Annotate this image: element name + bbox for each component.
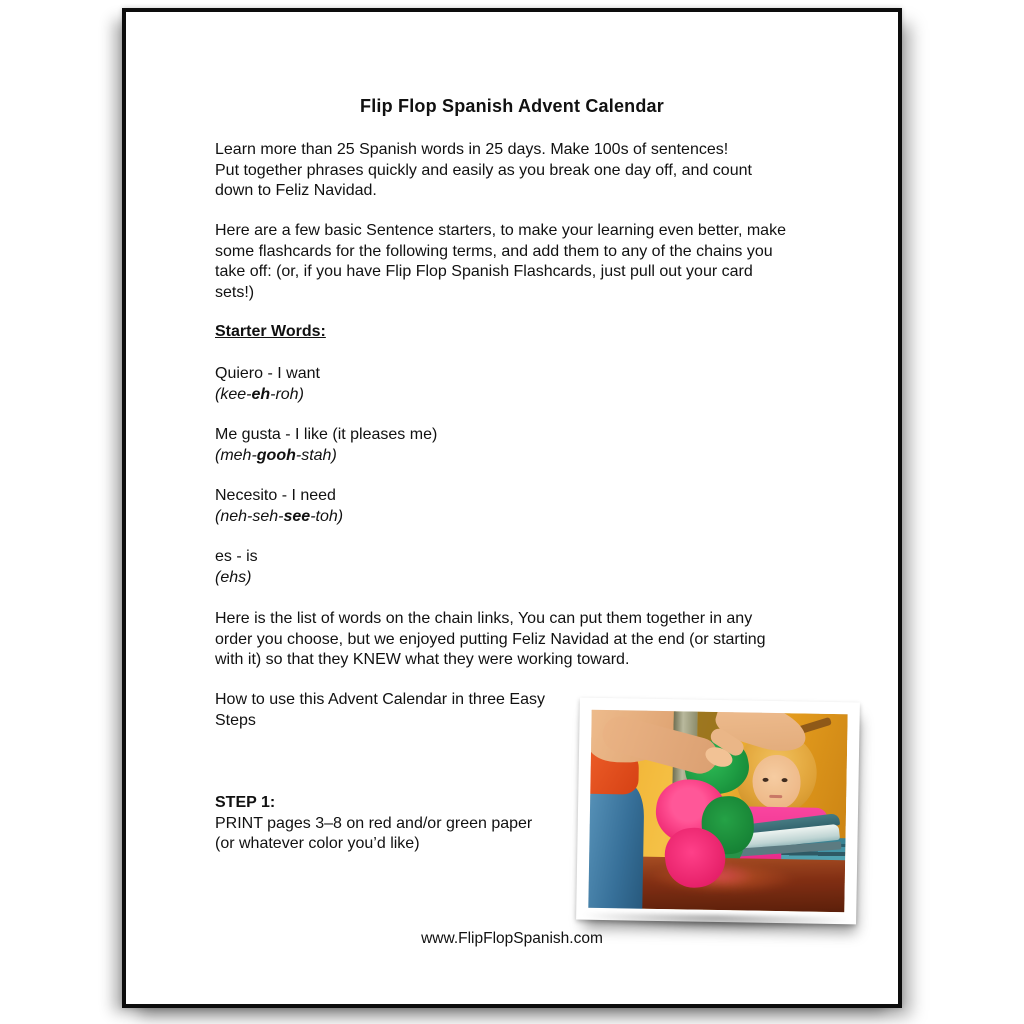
advent-chain-photo [588, 710, 847, 912]
girl-eye-right [782, 778, 788, 782]
text-line: (or whatever color you’d like) [215, 835, 420, 852]
starter-pronunciation [215, 385, 855, 406]
text-line: take off: (or, if you have Flip Flop Spanish Flashcards, just pull out your card [215, 263, 753, 280]
text-line: with it) so that they KNEW what they were working toward. [215, 651, 630, 668]
text-line: How to use this Advent Calendar in three Easy [215, 691, 545, 708]
photo-scene [588, 710, 847, 912]
starter-words-heading: Starter Words: [215, 323, 326, 340]
pron-prefix: (meh- [215, 446, 257, 464]
starter-word: Necesito - I need [215, 487, 336, 504]
text-line: Here are a few basic Sentence starters, to make your learning even better, make [215, 222, 786, 239]
starter-pronunciation [215, 568, 855, 589]
pron-prefix: (kee- [215, 385, 252, 403]
pron-stressed-syllable: gooh [256, 446, 296, 464]
document-page [122, 8, 902, 1008]
pron-prefix: (neh-seh- [215, 507, 284, 525]
pron-suffix: -toh) [310, 507, 344, 525]
pron-suffix: -stah) [295, 446, 337, 464]
starter-word: Me gusta - I like (it pleases me) [215, 426, 438, 443]
adult-jeans [588, 784, 644, 911]
text-line: down to Feliz Navidad. [215, 182, 377, 199]
text-line: some flashcards for the following terms, and add them to any of the chains you [215, 242, 773, 260]
text-line: Here is the list of words on the chain links, You can put them together in any [215, 610, 753, 627]
girl-mouth [769, 795, 782, 798]
step-1-heading: STEP 1: [215, 794, 276, 811]
girl-eye-left [763, 778, 769, 782]
text-line: Steps [215, 711, 256, 729]
text-line: Learn more than 25 Spanish words in 25 days. Make 100s of sentences! [215, 141, 729, 158]
text-line: sets!) [215, 283, 255, 301]
starters-intro-paragraph [215, 221, 855, 303]
starter-es [215, 547, 855, 588]
starter-pronunciation [215, 446, 855, 467]
text-line: PRINT pages 3–8 on red and/or green paper [215, 814, 533, 832]
pron-suffix: -roh) [270, 385, 304, 403]
intro-paragraph [215, 140, 855, 202]
pron-stressed-syllable: eh [251, 385, 271, 403]
pron-stressed-syllable: see [283, 507, 311, 525]
footer-url: www.FlipFlopSpanish.com [421, 930, 603, 947]
starter-necesito [215, 486, 855, 527]
starter-pronunciation [215, 507, 855, 528]
pron-prefix: (ehs) [215, 568, 252, 586]
polaroid-photo-frame [576, 698, 860, 925]
chain-words-paragraph [215, 609, 855, 671]
text-line: Put together phrases quickly and easily as you break one day off, and count [215, 161, 752, 179]
starter-word: es - is [215, 548, 258, 565]
starter-me-gusta [215, 425, 855, 466]
text-line: order you choose, but we enjoyed putting Feliz Navidad at the end (or starting [215, 630, 766, 648]
girl-face [752, 755, 801, 810]
starter-word: Quiero - I want [215, 365, 320, 382]
starter-quiero [215, 364, 855, 405]
page-title: Flip Flop Spanish Advent Calendar [360, 96, 664, 116]
